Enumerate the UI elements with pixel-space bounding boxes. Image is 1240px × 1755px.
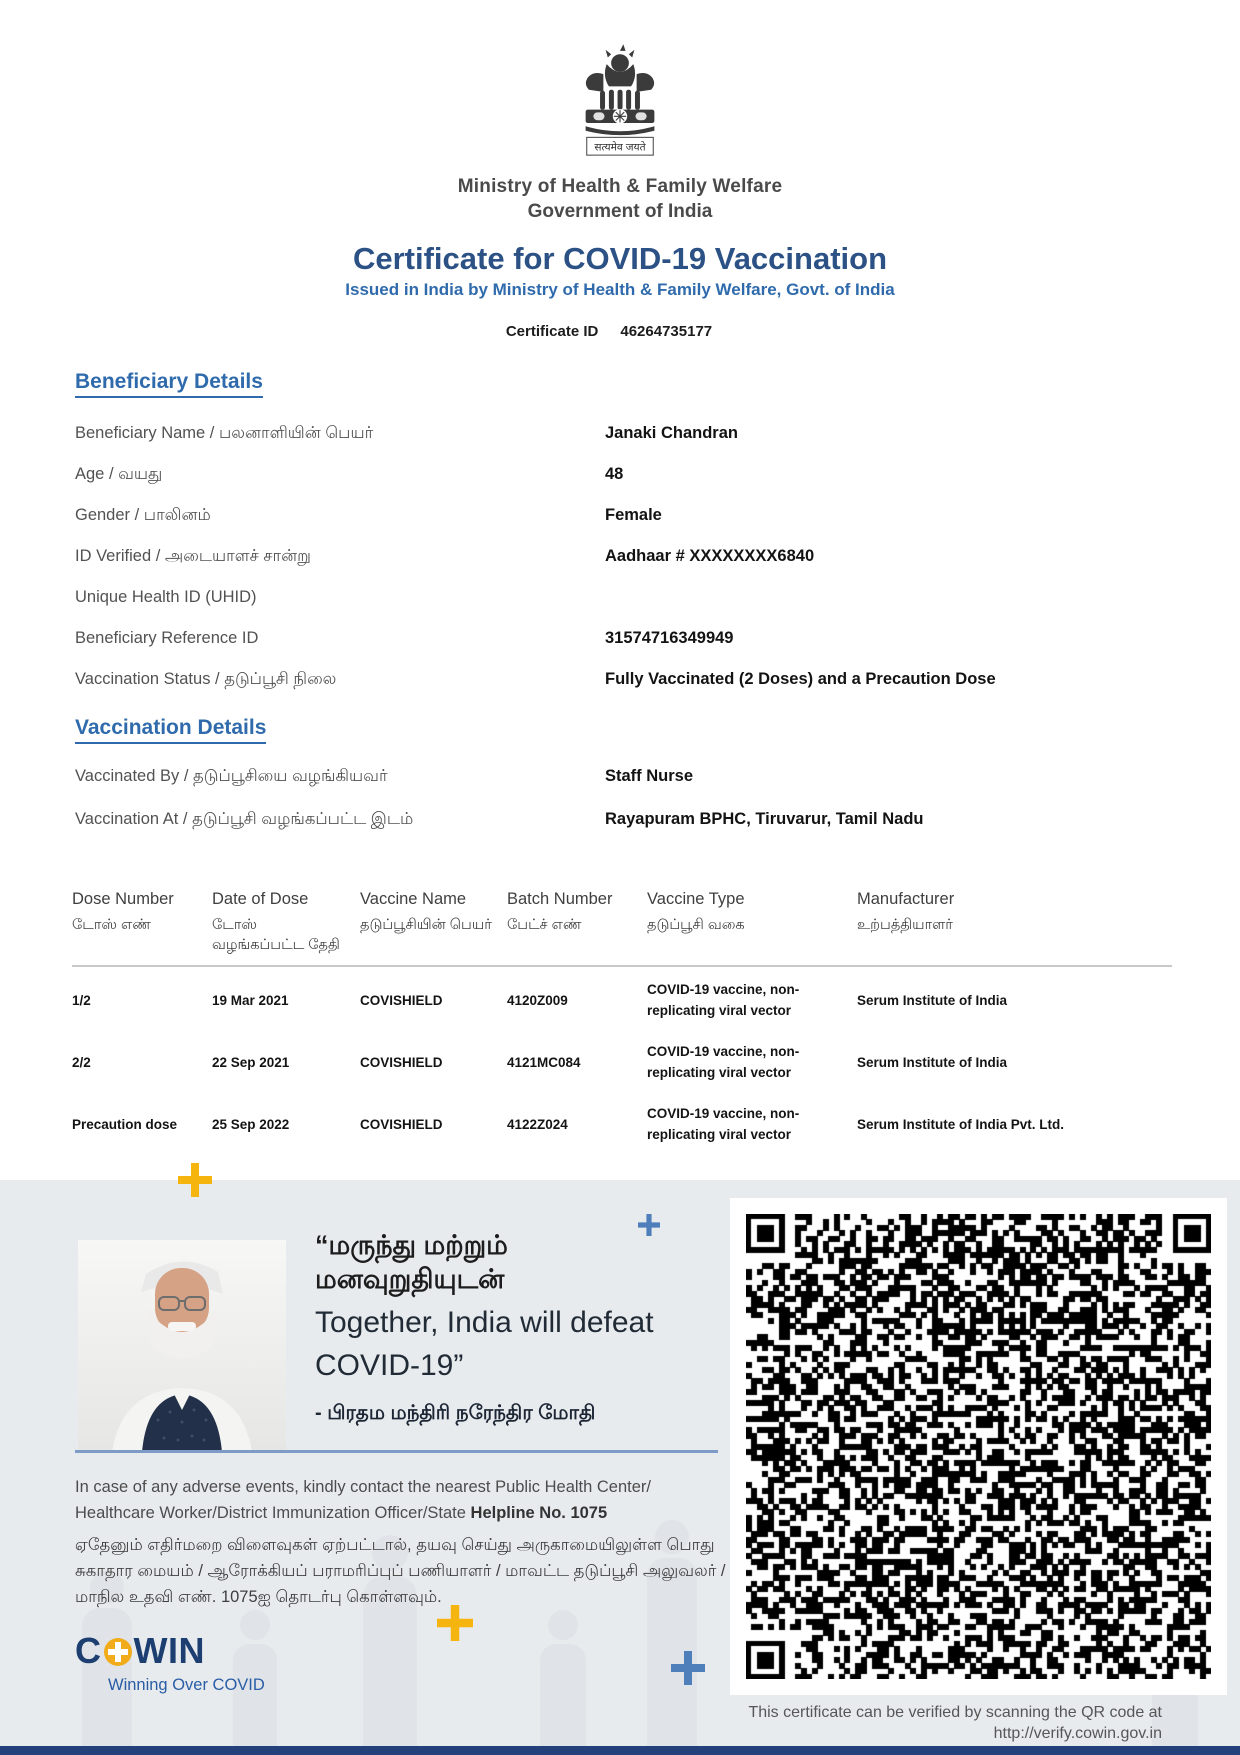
cowin-logo — [75, 1630, 205, 1676]
silhouette-figure — [540, 1644, 586, 1755]
ministry-name: Ministry of Health & Family Welfare — [457, 176, 783, 197]
india-emblem-icon — [570, 42, 670, 170]
certificate-title: Certificate for COVID-19 Vaccination — [352, 241, 888, 276]
field-value: Fully Vaccinated (2 Doses) and a Precaution Dose — [605, 670, 996, 688]
field-label: Gender / பாலினம் — [75, 506, 211, 524]
field-label: Vaccinated By / தடுப்பூசியை வழங்கியவர் — [75, 767, 388, 785]
col-dose-number: Dose Number டோஸ் எண் — [72, 890, 174, 933]
pm-modi-photo — [78, 1240, 286, 1452]
field-value: 31574716349949 — [605, 629, 734, 647]
silhouette-figure — [548, 1610, 578, 1640]
adverse-events-tamil-line2: சுகாதார மையம் / ஆரோக்கியப் பராமரிப்புப் பணியாளர் / மாவட்ட தடுப்பூசி அலுவலர் / — [75, 1562, 726, 1580]
bottom-strip — [0, 1746, 1240, 1755]
cell: COVISHIELD — [360, 992, 443, 1008]
col-vaccine-type: Vaccine Type தடுப்பூசி வகை — [647, 890, 745, 933]
adverse-events-text-line2 — [75, 1504, 607, 1523]
col-batch-number: Batch Number பேட்ச் எண் — [507, 890, 613, 933]
emblem-motto: सत्यमेव जयते — [594, 141, 646, 154]
certificate-id-value: 46264735177 — [620, 323, 713, 340]
verify-url: http://verify.cowin.gov.in — [993, 1724, 1162, 1742]
dose-row-1 — [72, 967, 1172, 1029]
field-label: Beneficiary Reference ID — [75, 629, 259, 647]
cell: Serum Institute of India Pvt. Ltd. — [857, 1116, 1065, 1132]
cell: COVID-19 vaccine, non-replicating viral vector — [647, 1106, 800, 1143]
quote-tamil-line2: மனவுறுதியுடன் — [315, 1264, 505, 1294]
cell: Serum Institute of India — [857, 992, 1008, 1008]
certificate-id-line — [0, 323, 1240, 340]
col-date-of-dose: Date of Dose டோஸ் வழங்கப்பட்ட தேதி — [212, 890, 340, 953]
dose-table-header — [72, 890, 1172, 967]
cowin-plus-icon — [103, 1634, 133, 1676]
field-label: Age / வயது — [75, 465, 163, 483]
cell: 19 Mar 2021 — [212, 992, 289, 1008]
cowin-tagline: Winning Over COVID — [108, 1676, 265, 1694]
field-label: Vaccination At / தடுப்பூசி வழங்கப்பட்ட இடம் — [75, 810, 414, 828]
quote-english-line2: COVID-19” — [315, 1349, 464, 1382]
dose-row-precaution — [72, 1091, 1172, 1153]
field-beneficiary-name — [75, 424, 1190, 448]
quote-english-line1: Together, India will defeat — [315, 1306, 654, 1339]
cell: 4122Z024 — [507, 1116, 568, 1132]
plus-decoration-blue — [671, 1651, 705, 1690]
cell: 4120Z009 — [507, 992, 568, 1008]
certificate-subtitle: Issued in India by Ministry of Health & Family Welfare, Govt. of India — [345, 280, 895, 299]
plus-decoration-yellow — [178, 1163, 212, 1202]
vaccination-details-heading: Vaccination Details — [75, 716, 266, 740]
cell: COVISHIELD — [360, 1116, 443, 1132]
adverse-events-tamil-line3: மாநில உதவி எண். 1075ஐ தொடர்பு கொள்ளவும். — [75, 1588, 442, 1606]
field-value: Staff Nurse — [605, 767, 694, 785]
field-age — [75, 465, 1190, 489]
helpline-number: Helpline No. 1075 — [470, 1504, 608, 1522]
field-uhid — [75, 588, 1190, 612]
field-vaccinated-by — [75, 767, 1190, 791]
col-manufacturer: Manufacturer உற்பத்தியாளர் — [857, 890, 955, 933]
field-value: 48 — [605, 465, 624, 483]
government-name: Government of India — [527, 201, 713, 222]
adverse-events-text-line1: In case of any adverse events, kindly contact the nearest Public Health Center/ — [75, 1478, 651, 1496]
dose-table — [72, 890, 1172, 1153]
plus-decoration-yellow — [437, 1605, 473, 1646]
cell: 4121MC084 — [507, 1054, 581, 1070]
col-vaccine-name: Vaccine Name தடுப்பூசியின் பெயர் — [360, 890, 492, 933]
cell: 25 Sep 2022 — [212, 1116, 290, 1132]
field-value: Female — [605, 506, 662, 524]
dose-row-2 — [72, 1029, 1172, 1091]
silhouette-figure — [240, 1610, 270, 1640]
verify-note — [660, 1703, 1162, 1745]
field-gender — [75, 506, 1190, 530]
qr-code-pattern — [746, 1214, 1211, 1679]
verify-note-line1: This certificate can be verified by scanning the QR code at — [748, 1704, 1162, 1721]
field-label: ID Verified / அடையாளச் சான்று — [75, 547, 311, 565]
cell: COVID-19 vaccine, non-replicating viral vector — [647, 1044, 800, 1081]
plus-decoration-blue — [638, 1214, 660, 1241]
cell: COVISHIELD — [360, 1054, 443, 1070]
field-value: Janaki Chandran — [605, 424, 738, 442]
field-value: Aadhaar # XXXXXXXX6840 — [605, 547, 815, 565]
quote-tamil-line1: “மருந்து மற்றும் — [315, 1230, 508, 1260]
cell: COVID-19 vaccine, non-replicating viral vector — [647, 982, 800, 1019]
field-label: Unique Health ID (UHID) — [75, 588, 257, 606]
field-value: Rayapuram BPHC, Tiruvarur, Tamil Nadu — [605, 810, 924, 828]
quote-attribution: - பிரதம மந்திரி நரேந்திர மோதி — [315, 1402, 596, 1424]
beneficiary-details-heading: Beneficiary Details — [75, 370, 263, 394]
cowin-logo-c: C — [75, 1630, 102, 1671]
separator-line — [75, 1450, 718, 1453]
certificate-id-label: Certificate ID — [505, 323, 599, 340]
cowin-logo-win: WIN — [133, 1630, 205, 1671]
field-vaccination-at — [75, 810, 1190, 834]
cell: Serum Institute of India — [857, 1054, 1008, 1070]
cell: 22 Sep 2021 — [212, 1054, 290, 1070]
qr-code — [730, 1198, 1227, 1695]
field-label: Vaccination Status / தடுப்பூசி நிலை — [75, 670, 337, 688]
field-vaccination-status — [75, 670, 1190, 694]
silhouette-figure — [233, 1644, 277, 1755]
adverse-events-tamil-line1: ஏதேனும் எதிர்மறை விளைவுகள் ஏற்பட்டால், தயவு செய்து அருகாமையிலுள்ள பொது — [75, 1536, 715, 1554]
cell: 2/2 — [72, 1054, 91, 1070]
field-id-verified — [75, 547, 1190, 571]
field-beneficiary-reference-id — [75, 629, 1190, 653]
adverse-events-text: Healthcare Worker/District Immunization Officer/State — [75, 1504, 466, 1522]
field-label: Beneficiary Name / பலனாளியின் பெயர் — [75, 424, 374, 442]
cell: Precaution dose — [72, 1116, 178, 1132]
cell: 1/2 — [72, 992, 91, 1008]
